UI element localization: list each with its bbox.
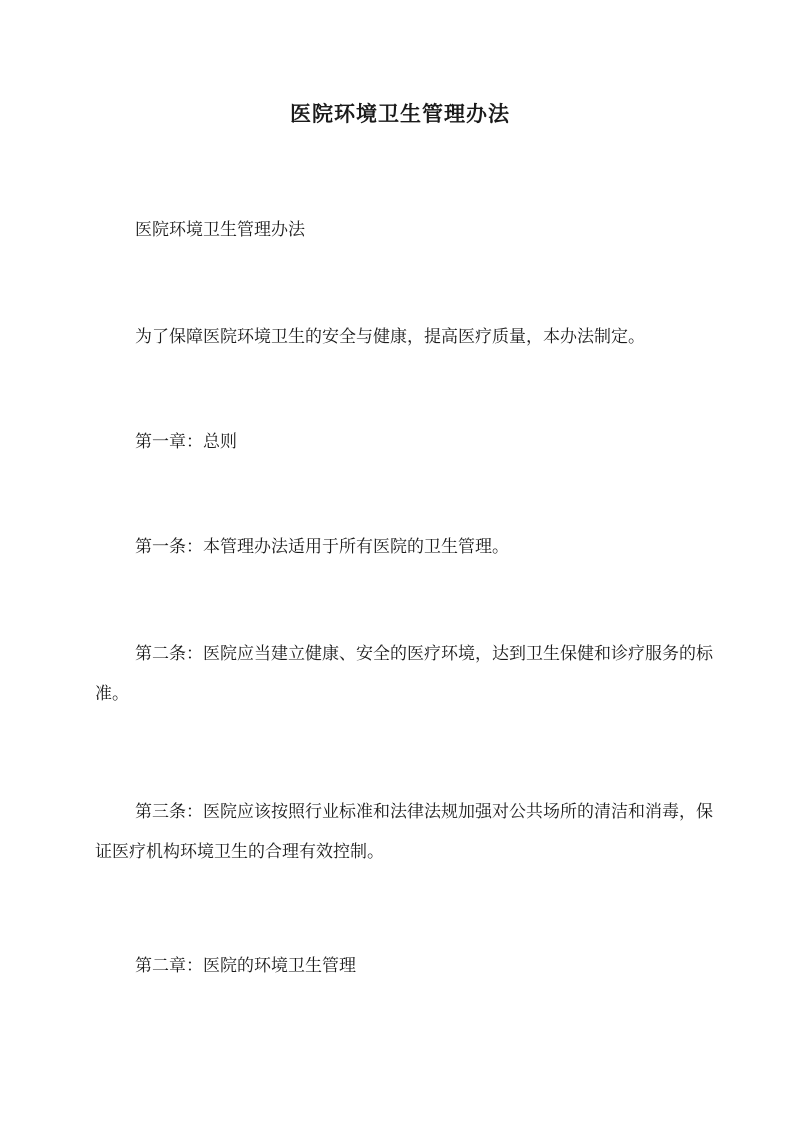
article-2: 第二条：医院应当建立健康、安全的医疗环境，达到卫生保健和诊疗服务的标准。 bbox=[95, 644, 713, 704]
chapter-1-heading: 第一章：总则 bbox=[135, 432, 237, 452]
paragraph-heading: 医院环境卫生管理办法 bbox=[135, 220, 305, 240]
article-1: 第一条：本管理办法适用于所有医院的卫生管理。 bbox=[135, 537, 509, 557]
paragraph-intro: 为了保障医院环境卫生的安全与健康，提高医疗质量，本办法制定。 bbox=[135, 327, 645, 347]
article-3: 第三条：医院应该按照行业标准和法律法规加强对公共场所的清洁和消毒，保证医疗机构环境卫生的合理有效控制。 bbox=[95, 802, 713, 862]
document-title: 医院环境卫生管理办法 bbox=[290, 101, 510, 126]
chapter-2-heading: 第二章：医院的环境卫生管理 bbox=[135, 956, 356, 976]
